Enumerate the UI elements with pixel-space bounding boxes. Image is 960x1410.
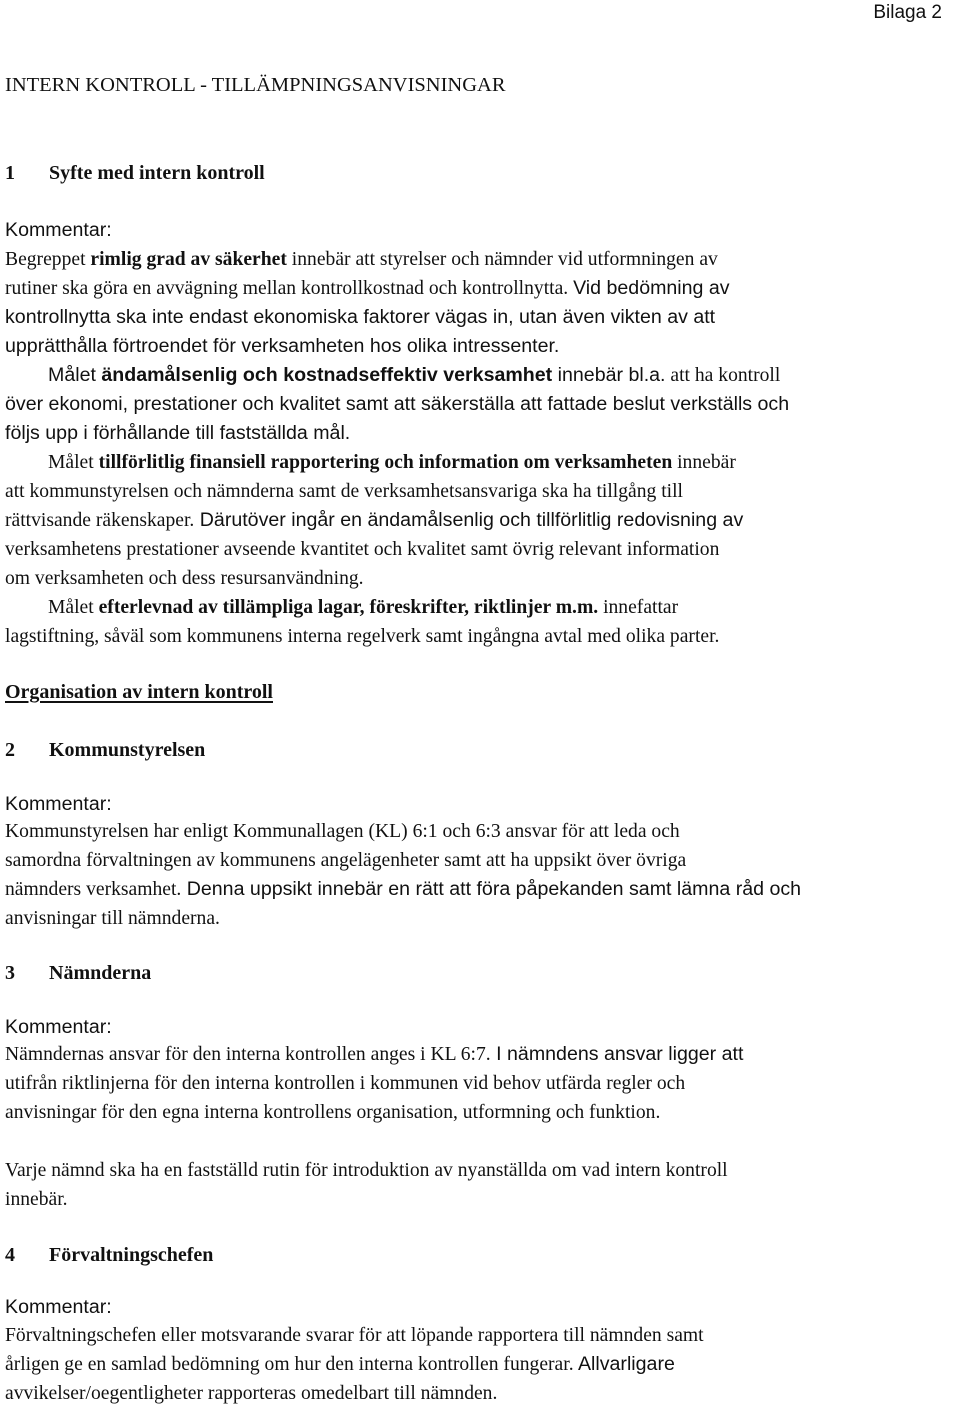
- paragraph-line: följs upp i förhållande till fastställda mål.: [5, 422, 351, 444]
- organisation-heading: Organisation av intern kontroll: [5, 681, 273, 703]
- comment-label: Kommentar:: [5, 793, 112, 815]
- paragraph-line: avvikelser/oegentligheter rapporteras omedelbart till nämnden.: [5, 1383, 498, 1404]
- comment-label: Kommentar:: [5, 1296, 112, 1318]
- comment-label: Kommentar:: [5, 219, 112, 241]
- paragraph-line: att kommunstyrelsen och nämnderna samt de verksamhetsansvariga ska ha tillgång till: [5, 481, 683, 502]
- paragraph-line: lagstiftning, såväl som kommunens interna regelverk samt ingångna avtal med olika parter.: [5, 626, 720, 647]
- paragraph-line: samordna förvaltningen av kommunens angelägenheter samt att ha uppsikt över övriga: [5, 850, 687, 871]
- section-2-heading: 2 Kommunstyrelsen: [5, 739, 206, 761]
- paragraph-line: anvisningar för den egna interna kontrollens organisation, utformning och funktion.: [5, 1102, 661, 1123]
- paragraph-line: Förvaltningschefen eller motsvarande svarar för att löpande rapportera till nämnden samt: [5, 1325, 704, 1346]
- attachment-label: Bilaga 2: [873, 2, 942, 23]
- paragraph-line: Kommunstyrelsen har enligt Kommunallagen (KL) 6:1 och 6:3 ansvar för att leda och: [5, 821, 680, 842]
- paragraph-line: Begreppet rimlig grad av säkerhet innebär att styrelser och nämnder vid utformningen av: [5, 249, 718, 270]
- paragraph-line: årligen ge en samlad bedömning om hur den interna kontrollen fungerar. Allvarligare: [5, 1353, 675, 1375]
- section-3-heading: 3 Nämnderna: [5, 962, 152, 984]
- paragraph-line: Nämndernas ansvar för den interna kontrollen anges i KL 6:7. I nämndens ansvar ligger att: [5, 1043, 744, 1065]
- paragraph-line: innebär.: [5, 1189, 68, 1210]
- section-1-heading: 1 Syfte med intern kontroll: [5, 162, 265, 184]
- paragraph-line: Målet tillförlitlig finansiell rapportering och information om verksamheten innebär: [48, 452, 736, 473]
- paragraph-line: om verksamheten och dess resursanvändning.: [5, 568, 364, 589]
- document-title: INTERN KONTROLL - TILLÄMPNINGSANVISNINGAR: [5, 74, 506, 96]
- paragraph-line: över ekonomi, prestationer och kvalitet samt att säkerställa att fattade beslut verkställs och: [5, 393, 790, 415]
- paragraph-line: upprätthålla förtroendet för verksamheten hos olika intressenter.: [5, 335, 560, 357]
- comment-label: Kommentar:: [5, 1016, 112, 1038]
- paragraph-line: rättvisande räkenskaper. Därutöver ingår en ändamålsenlig och tillförlitlig redovisning av: [5, 509, 744, 531]
- section-4-heading: 4 Förvaltningschefen: [5, 1244, 214, 1266]
- paragraph-line: Varje nämnd ska ha en fastställd rutin för introduktion av nyanställda om vad intern kontroll: [5, 1160, 728, 1181]
- paragraph-line: kontrollnytta ska inte endast ekonomiska faktorer vägas in, utan även vikten av att: [5, 306, 716, 328]
- paragraph-line: Målet ändamålsenlig och kostnadseffektiv verksamhet innebär bl.a. att ha kontroll: [48, 364, 781, 386]
- paragraph-line: anvisningar till nämnderna.: [5, 908, 220, 929]
- paragraph-line: verksamhetens prestationer avseende kvantitet och kvalitet samt övrig relevant information: [5, 539, 720, 560]
- paragraph-line: nämnders verksamhet. Denna uppsikt innebär en rätt att föra påpekanden samt lämna råd och: [5, 878, 802, 900]
- paragraph-line: utifrån riktlinjerna för den interna kontrollen i kommunen vid behov utfärda regler och: [5, 1073, 686, 1094]
- paragraph-line: rutiner ska göra en avvägning mellan kontrollkostnad och kontrollnytta. Vid bedömning av: [5, 277, 730, 299]
- paragraph-line: Målet efterlevnad av tillämpliga lagar, föreskrifter, riktlinjer m.m. innefattar: [48, 597, 679, 618]
